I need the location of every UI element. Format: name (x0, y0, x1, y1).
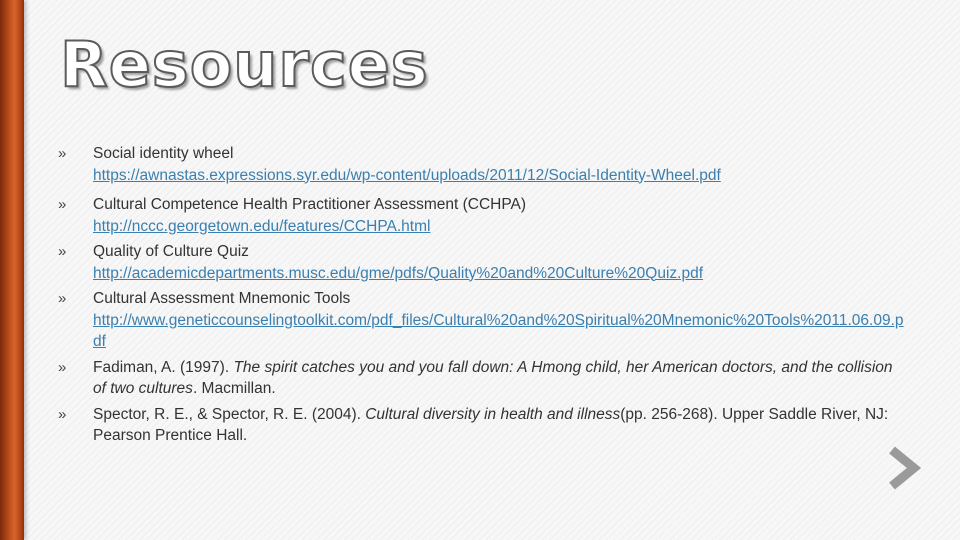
list-item (58, 143, 908, 186)
list-item (58, 288, 908, 353)
resource-label: Cultural Assessment Mnemonic Tools (93, 290, 351, 307)
list-item (58, 194, 908, 237)
resource-label: Cultural Competence Health Practitioner Assessment (CCHPA) (93, 196, 527, 213)
bullet-icon: » (58, 358, 67, 376)
resource-list (58, 143, 908, 451)
chevron-right-icon[interactable] (884, 446, 924, 490)
bullet-icon: » (58, 145, 67, 162)
bullet-icon: » (58, 405, 67, 423)
resource-link[interactable]: http://nccc.georgetown.edu/features/CCHPA.html (93, 217, 431, 235)
accent-bar (0, 0, 24, 540)
resource-link[interactable]: http://academicdepartments.musc.edu/gme/pdfs/Quality%20and%20Culture%20Quiz.pdf (93, 264, 704, 282)
bullet-icon: » (58, 243, 67, 260)
citation-text: . Macmillan. (192, 380, 276, 397)
citation-text: Fadiman, A. (1997). (93, 358, 234, 376)
slide-title: Resources (60, 28, 429, 101)
citation (93, 357, 908, 400)
citation-text: (pp. 256-268). Upper Saddle River, NJ: Pearson Prentice Hall. (93, 405, 889, 444)
citation-title: The spirit catches you and you fall down: A Hmong child, her American doctors, and the collision of two cultures (93, 358, 893, 397)
citation-title: Cultural diversity in health and illness (365, 405, 621, 423)
resource-label: Quality of Culture Quiz (93, 243, 249, 260)
resource-link[interactable]: https://awnastas.expressions.syr.edu/wp-content/uploads/2011/12/Social-Identity-Wheel.pdf (93, 166, 721, 184)
citation-text: Spector, R. E., & Spector, R. E. (2004). (93, 405, 366, 423)
list-item (58, 241, 908, 284)
list-item (58, 357, 908, 400)
list-item (58, 404, 908, 447)
citation (93, 404, 908, 447)
resource-label: Social identity wheel (93, 145, 234, 162)
bullet-icon: » (58, 290, 67, 307)
resource-link[interactable]: http://www.geneticcounselingtoolkit.com/pdf_files/Cultural%20and%20Spiritual%20Mnemonic%20Tools%2011.06.09.pdf (93, 311, 904, 350)
bullet-icon: » (58, 196, 67, 213)
